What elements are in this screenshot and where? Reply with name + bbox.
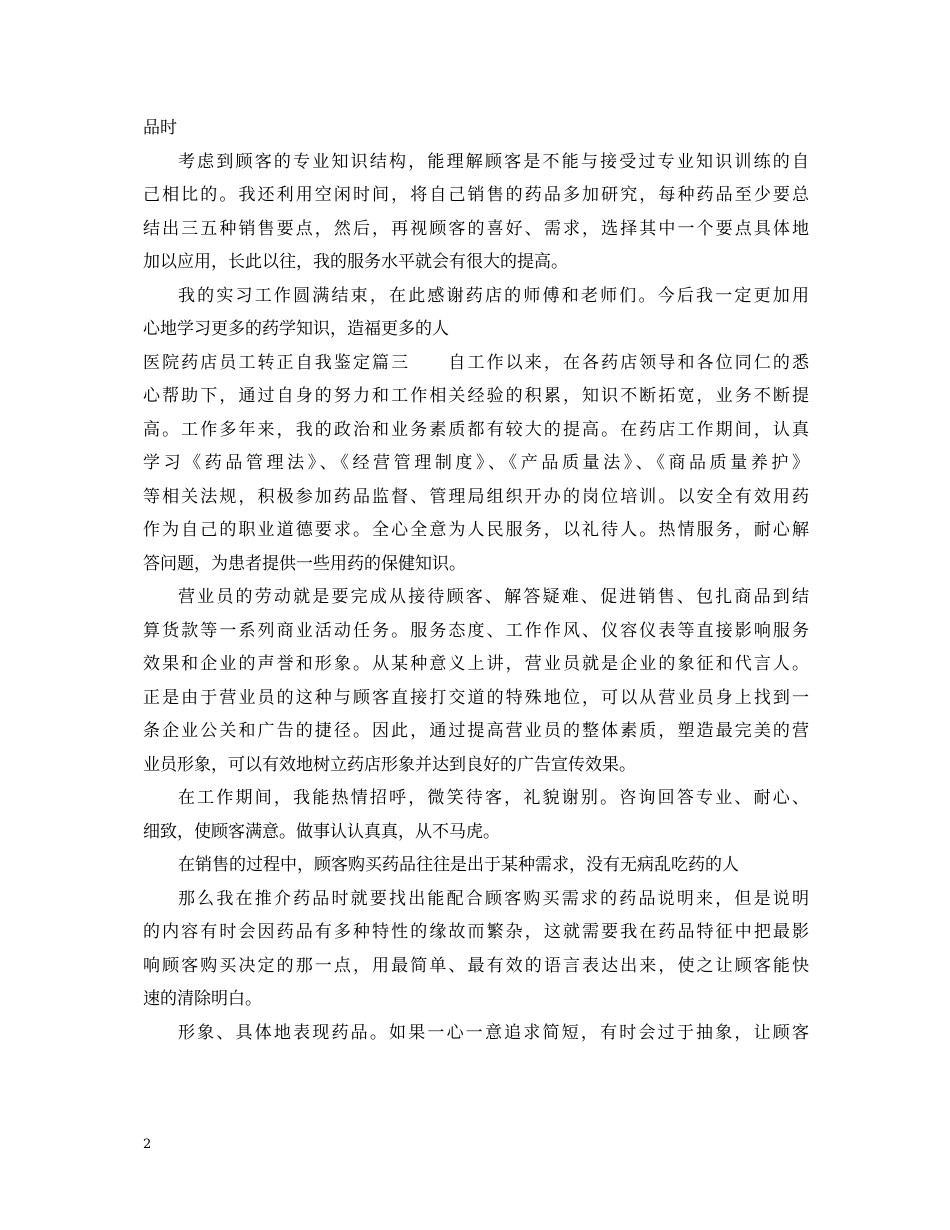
text-line: 营业员的劳动就是要完成从接待顾客、解答疑难、促进销售、包扎商品到结: [178, 587, 809, 607]
text-line: 结出三五种销售要点，然后，再视顾客的喜好、需求，选择其中一个要点具体地: [143, 218, 809, 239]
text-line: 速的清除明白。: [143, 989, 262, 1009]
text-line: 心地学习更多的药学知识，造福更多的人: [143, 319, 449, 339]
text-line: 形象、具体地表现药品。如果一心一意追求简短，有时会过于抽象，让顾客: [178, 1022, 809, 1043]
text-line: 在销售的过程中，顾客购买药品往往是出于某种需求，没有无病乱吃药的人: [178, 855, 739, 875]
text-line: 考虑到顾客的专业知识结构，能理解顾客是不能与接受过专业知识训练的自: [178, 151, 809, 172]
text-line: 作为自己的职业道德要求。全心全意为人民服务，以礼待人。热情服务，耐心解: [143, 520, 809, 540]
text-line: 条企业公关和广告的捷径。因此，通过提高营业员的整体素质，塑造最完美的营: [143, 721, 809, 741]
text-line: 医院药店员工转正自我鉴定篇三 自工作以来，在各药店领导和各位同仁的悉: [143, 352, 809, 373]
body-text: [143, 112, 809, 1050]
text-line: 我的实习工作圆满结束，在此感谢药店的师傅和老师们。今后我一定更加用: [178, 285, 809, 306]
text-line: 细致，使顾客满意。做事认认真真，从不马虎。: [143, 821, 500, 842]
text-line: 心帮助下，通过自身的努力和工作相关经验的积累，知识不断拓宽，业务不断提: [143, 386, 809, 406]
text-line: 己相比的。我还利用空闲时间，将自己销售的药品多加研究，每种药品至少要总: [143, 185, 809, 205]
text-line: 那么我在推介药品时就要找出能配合顾客购买需求的药品说明来，但是说明: [178, 888, 809, 909]
text-line: 响顾客购买决定的那一点，用最简单、最有效的语言表达出来，使之让顾客能快: [143, 955, 809, 976]
text-line: 的内容有时会因药品有多种特性的缘故而繁杂，这就需要我在药品特征中把最影: [143, 922, 809, 942]
text-line: 算货款等一系列商业活动任务。服务态度、工作作风、仪容仪表等直接影响服务: [143, 620, 809, 641]
text-line: 正是由于营业员的这种与顾客直接打交道的特殊地位，可以从营业员身上找到一: [143, 687, 809, 708]
text-line: 品时: [143, 118, 177, 138]
text-line: 业员形象，可以有效地树立药店形象并达到良好的广告宣传效果。: [143, 754, 636, 775]
text-line: 等相关法规，积极参加药品监督、管理局组织开办的岗位培训。以安全有效用药: [143, 486, 809, 507]
text-line: 答问题，为患者提供一些用药的保健知识。: [143, 553, 466, 574]
text-line: 高。工作多年来，我的政治和业务素质都有较大的提高。在药店工作期间，认真: [143, 419, 809, 440]
text-line: 效果和企业的声誉和形象。从某种意义上讲，营业员就是企业的象征和代言人。: [143, 654, 809, 674]
page-number: 2: [143, 1137, 152, 1152]
text-line: 在工作期间，我能热情招呼，微笑待客，礼貌谢别。咨询回答专业、耐心、: [178, 788, 809, 808]
text-line: 学习《药品管理法》、《经营管理制度》、《产品质量法》、《商品质量养护》: [143, 453, 809, 473]
text-line: 加以应用，长此以往，我的服务水平就会有很大的提高。: [143, 252, 568, 272]
